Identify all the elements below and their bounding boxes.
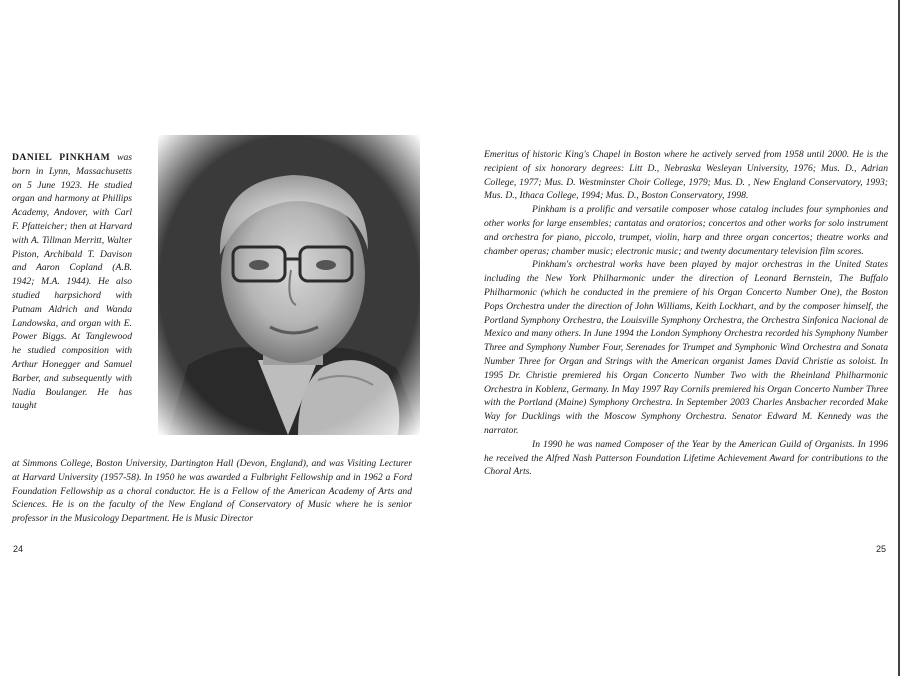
- bio-narrow-text: was born in Lynn, Massachusetts on 5 June 1923. He studied organ and harmony at Phillips Academy, Andover, with Carl F. Pfatteicher; then at Harvard with A. Tillman Merritt, Walter Piston, Archibald T. Davison and Aaron Copland (A.B. 1942; M.A. 1944). He also studied harpsichord with Putnam Aldrich and Wanda Landowska, and organ with E. Power Biggs. At Tanglewood he studied composition with Arthur Honegger and Samuel Barber, and subsequently with Nadia Boulanger. He has taught: [12, 152, 132, 412]
- bio-wide-text: at Simmons College, Boston University, Dartington Hall (Devon, England), and was Visiting Lecturer at Harvard University (1957-58). In 1950 he was awarded a Fulbright Fellowship and in 1962 a Ford Foundation Fellowship as a choral conductor. He is a Fellow of the American Academy of Arts and Sciences. He is on the faculty of the New England of Conservatory of Music where he is senior professor in the Musicology Department. He is Music Director: [12, 458, 412, 525]
- portrait-illustration: [158, 135, 420, 435]
- composer-name: DANIEL PINKHAM: [12, 152, 111, 163]
- paragraph-honors: Emeritus of historic King's Chapel in Boston where he actively served from 1958 until 2000. He is the recipient of six honorary degrees: Litt D., Nebraska Wesleyan University, 1976; Mus. D., Adrian College, 1977; Mus. D. Westminster Choir College, 1979; Mus. D. , New England Conservatory, 1993; Mus. D., Ithaca College, 1994; Mus. D., Boston Conservatory, 1998.: [484, 149, 888, 202]
- portrait-photo: [158, 135, 420, 435]
- right-page: [484, 148, 888, 479]
- page-number-right: 25: [876, 544, 887, 554]
- paragraph-awards: In 1990 he was named Composer of the Year by the American Guild of Organists. In 1996 he received the Alfred Nash Patterson Foundation Lifetime Achievement Award for contributions to the Choral Arts.: [484, 438, 888, 478]
- page-number-left: 24: [13, 544, 24, 554]
- paragraph-catalog: Pinkham is a prolific and versatile composer whose catalog includes four symphonies and other works for large ensembles; cantatas and oratorios; concertos and other works for solo instrument and orchestra for piano, piccolo, trumpet, violin, harp and three organ concertos; theatre works and chamber operas; chamber music; electronic music; and twenty documentary television film scores.: [484, 204, 888, 257]
- paragraph-orchestral-works: Pinkham's orchestral works have been played by major orchestras in the United States including the New York Philharmonic under the direction of Leonard Bernstein, The Buffalo Philharmonic (which he conducted in the premiere of his Organ Concerto Number One), the Boston Pops Orchestra under the direction of John Williams, Keith Lockhart, and by the composer himself, the Portland Symphony Orchestra, the Louisville Symphony Orchestra, the Orchestra Sinfonica Nacional de Mexico and many others. In June 1994 the London Symphony Orchestra recorded his Symphony Number Three and Symphony Number Four, Serenades for Trumpet and Symphonic Wind Orchestra and Sonata Number Three for Organ and Strings with the American organist James David Christie as soloist. In 1995 Dr. Christie premiered his Organ Concerto Number Two with the Rheinland Philharmonic Orchestra in Koblenz, Germany. In May 1997 Ray Cornils premiered his Organ Concerto Number Three with the Portland (Maine) Symphony Orchestra. In September 2003 Charles Ansbacher recorded Make Way for Ducklings with the Moscow Symphony Orchestra. Senator Edward M. Kennedy was the narrator.: [484, 259, 888, 436]
- bio-narrow-column: [12, 151, 132, 413]
